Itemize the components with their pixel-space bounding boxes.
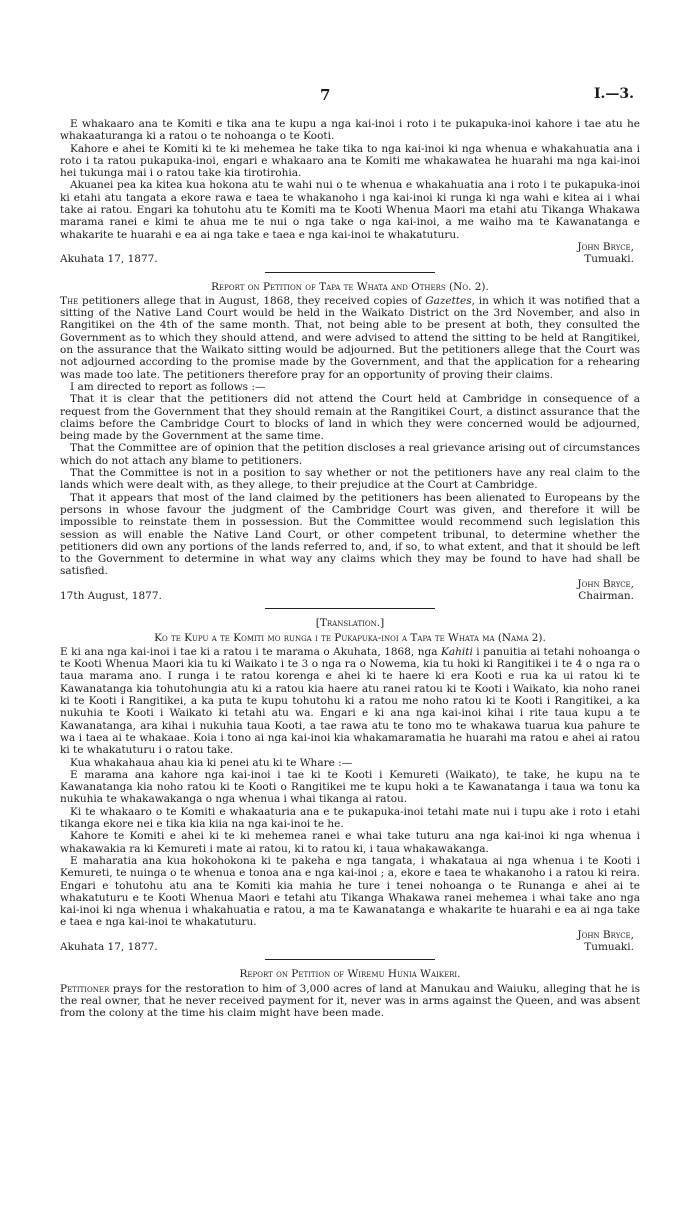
signatory-role: Chairman. [578, 589, 634, 602]
paragraph: E marama ana kahore nga kai-inoi i tae ki te Kooti i Kemureti (Waikato), te take, he kupu na te Kawanatanga kia noho ratou ki te Kooti o Rangitikei me te kupu hoki a te Kawanatanga i taua wa tonu ka nukuhia te whakawakanga o nga whenua i whai tikanga ai ratou. [60, 768, 640, 806]
report-title: Report on Petition of Wiremu Hunia Waikeri. [239, 968, 461, 981]
signature-block [60, 241, 640, 266]
paragraph: Kahore e ahei te Komiti ki te ki mehemea he take tika to nga kai-inoi ki nga whenua e whakahuatia ana i roto i ta ratou pukapuka-inoi, engari e whakaaro ana te Komiti me whakawatea he huarahi ma nga kai-inoi hei tukunga mai i o ratou take kia tirotirohia. [60, 142, 640, 180]
signature-block [60, 578, 640, 603]
report-title: Report on Petition of Tapa te Whata and Others (No. 2). [211, 280, 489, 293]
paragraph: Ki te whakaaro o te Komiti e whakaaturia ana e te pukapuka-inoi tetahi mate nui i tupu ake i roto i etahi tikanga ekore nei e tika kia kiia na nga kai-inoi te he. [60, 805, 640, 831]
signatory-name: John Bryce, [577, 577, 634, 590]
paragraph: That the Committee is not in a position to say whether or not the petitioners have any real claim to the lands which were dealt with, as they allege, to their prejudice at the Court at Cambridge. [60, 467, 640, 492]
paragraph: I am directed to report as follows :— [70, 380, 266, 393]
paragraph: Kua whakahaua ahau kia ki penei atu ki te Whare :— [70, 756, 353, 769]
document-reference: I.—3. [593, 86, 634, 102]
page-number: 7 [320, 86, 331, 104]
signatory-name: John Bryce, [577, 240, 634, 253]
report-tapa-te-whata [60, 281, 640, 603]
signature-date: Akuhata 17, 1877. [60, 253, 158, 266]
paragraph: E maharatia ana kua hokohokona ki te pakeha e nga tangata, i whakataua ai nga whenua i te Kooti i Kemureti, te nuinga o te whenua e tonoa ana e nga kai-inoi ; a, ekore e taea te whakanoho i a ratou ki reira. Engari e tohutohu atu ana te Komiti kia mahia he ture i tenei nohoanga o te Runanga e ahei ai te whakatuturu e te Kooti Whenua Maori e tetahi atu Tikanga Whakawa ranei mehemea i whai take ano nga kai-inoi ki nga whenua i whakahuatia e ratou, a ma te Kawanatanga e whakarite te huarahi e ea ai nga take e taea e nga kai-inoi te whakatuturu. [60, 854, 640, 929]
lead-word: E [60, 645, 68, 658]
paragraph: Kahore te Komiti e ahei ki te ki mehemea ranei e whai take tuturu ana nga kai-inoi ki nga whenua i whakawakia ra ki Kemureti i mate ai ratou, ki to ratou ki, i taua whakawakanga. [60, 830, 640, 855]
signature-date: 17th August, 1877. [60, 589, 162, 602]
paragraph: E whakaaro ana te Komiti e tika ana te kupu a nga kai-inoi i roto i te pukapuka-inoi kahore i tae atu he whakaaturanga ki a ratou o te nohoanga o te Kooti. [60, 118, 640, 143]
lead-word: Petitioner [60, 982, 110, 995]
lead-word: The [60, 294, 79, 307]
signatory-name: John Bryce, [577, 928, 634, 941]
section-divider [265, 272, 435, 273]
paragraph-intro: E ki ana nga kai-inoi i tae ki a ratou i te marama o Akuhata, 1868, nga Kahiti i panuitia ai tetahi nohoanga o te Kooti Whenua Maori kia tu ki Waikato i te 3 o nga ra o Nowema, kia tu hoki ki Rangitikei i te 4 o nga ra o taua marama ano. I runga i te ratou korenga e ahei ki te haere ki era Kooti e rua ka ui ratou ki te Kawanatanga kia tohutohungia atu ki a ratou kia haere atu ranei ratou ki te Kooti i Waikato, kia noho ranei ki te Kooti i Rangitikei, a ka puta te kupu tohutohu ki a ratou me noho ratou ki te Kooti i Rangitikei, a ka nukuhia te Kooti i Waikato ki tetahi atu wa. Engari e ki ana nga kai-inoi kihai i rite taua kupu a te Kawanatanga, ara kihai i nukuhia taua Kooti, a tae rawa atu te tono mo te whakawa tuarua kua pahure te wa i taea ai te whakaae. Koia i tono ai nga kai-inoi kia whakamaramatia he huarahi ma ratou e ahei ai ratou ki te whakatuturu i o ratou take. [60, 645, 641, 757]
paragraph-intro: The petitioners allege that in August, 1868, they received copies of Gazettes, in which it was notified that a sitting of the Native Land Court would be held in the Waikato District on the 3rd November, and also in Rangitikei on the 4th of the same month. That, not being able to be present at both, they consulted the Government as to which they should attend, and were advised to attend the sitting to be held at Rangitikei, on the assurance that the Waikato sitting would be adjourned. But the petitioners allege that the Court was not adjourned according to the promise made by the Government, and that the application for a rehearing was made too late. The petitioners therefore pray for an opportunity of proving their claims. [60, 294, 641, 381]
section-divider [265, 959, 435, 960]
paragraph: That it is clear that the petitioners did not attend the Court held at Cambridge in consequence of a request from the Government that they should remain at the Rangitikei Court, a distinct assurance that the claims before the Cambridge Court to blocks of land in which they were concerned would be adjourned, being made by the Government at the same time. [60, 393, 640, 443]
report-title: Ko te Kupu a te Komiti mo runga i te Pukapuka-inoi a Tapa te Whata ma (Nama 2). [154, 631, 546, 644]
translation-section [60, 617, 640, 953]
maori-committee-opinion [60, 118, 640, 266]
translation-label: [Translation.] [315, 617, 385, 630]
signature-date: Akuhata 17, 1877. [60, 941, 158, 953]
signatory-role: Tumuaki. [584, 941, 634, 953]
signatory-role: Tumuaki. [584, 253, 634, 266]
page-header [0, 86, 700, 106]
paragraph: That the Committee are of opinion that the petition discloses a real grievance arising out of circumstances which do not attach any blame to petitioners. [60, 442, 640, 467]
signature-block [60, 929, 640, 954]
paragraph: That it appears that most of the land claimed by the petitioners has been alienated to Europeans by the persons in whose favour the judgment of the Cambridge Court was given, and therefore it will be impossible to reinstate them in possession. But the Committee would recommend such legislation this session as will enable the Native Land Court, or other competent tribunal, to determine whether the petitioners did own any portions of the lands referred to, and, if so, to what extent, and that it should be left to the Government to determine in what way any claims which they may be found to have had shall be satisfied. [60, 491, 640, 578]
paragraph-intro: Petitioner prays for the restoration to him of 3,000 acres of land at Manukau and Waiuku, alleging that he is the real owner, that he never received payment for it, never was in arms against the Queen, and was absent from the colony at the time his claim might have been made. [60, 982, 640, 1020]
paragraph: Akuanei pea ka kitea kua hokona atu te wahi nui o te whenua e whakahuatia ana i roto i te pukapuka-inoi ki etahi atu tangata a ekore rawa e taea te whakanoho i nga kai-inoi ki runga ki nga wahi e kitea ai i whai take ai ratou. Engari ka tohutohu atu te Komiti ma te Kooti Whenua Maori ma etahi atu Tikanga Whakawa marama ranei e kimi te ahua me te nui o nga take o nga kai-inoi, a me waiho ma te Kawanatanga e whakarite te huarahi e ea ai nga take e taea e nga kai-inoi te whakatuturu. [60, 179, 640, 241]
section-divider [265, 608, 435, 609]
document-body [60, 118, 640, 1019]
report-wiremu-hunia [60, 968, 640, 1019]
